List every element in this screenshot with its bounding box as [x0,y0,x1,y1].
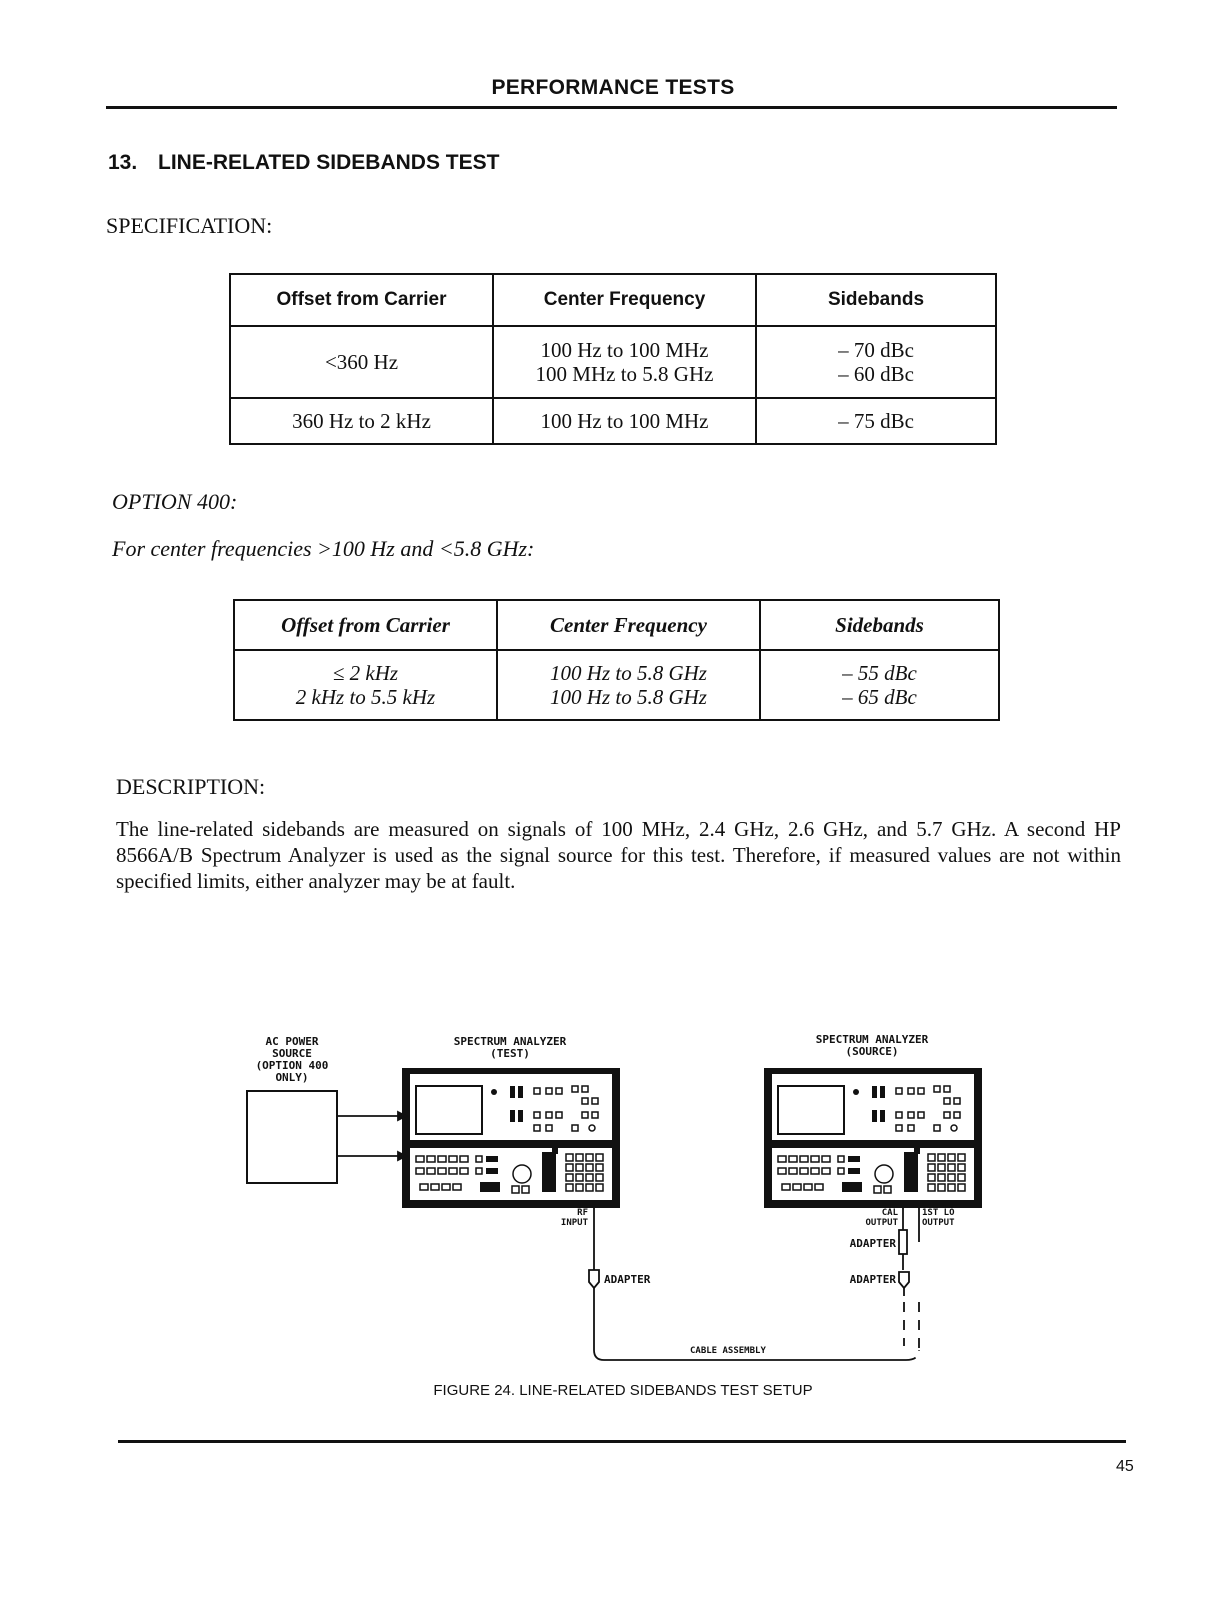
cell-line: ≤ 2 kHz [332,661,399,685]
table-cell [497,650,760,720]
cell-line: – 60 dBc [838,362,914,386]
cell-line: – 65 dBc [842,685,917,709]
cell-line: 100 Hz to 5.8 GHz [550,661,707,685]
description-text: The line-related sidebands are measured on signals of 100 MHz, 2.4 GHz, 2.6 GHz, and 5.7 GHz. A second HP 8566A/B Spectrum Analyzer is used as the signal source for this test. Therefore, if measured values are not within specified limits, either analyzer may be at fault. [116,817,1121,893]
table-cell [493,326,756,398]
table-cell [760,650,999,720]
label-line: 1ST LO [922,1208,955,1218]
cell-line: 100 MHz to 5.8 GHz [535,362,714,386]
analyzer-source-unit [764,1068,982,1208]
lo-output-label [922,1208,968,1228]
cell-line: – 55 dBc [842,661,917,685]
table-cell: 360 Hz to 2 kHz [230,398,493,444]
figure-caption: FIGURE 24. LINE-RELATED SIDEBANDS TEST SETUP [433,1382,813,1399]
label-line: RF [577,1208,588,1218]
label-line: INPUT [560,1218,588,1228]
table-row [230,326,996,398]
description-label: DESCRIPTION: [116,774,266,799]
test-adapter-label: ADAPTER [604,1273,651,1286]
opt-col-offset: Offset from Carrier [234,600,497,650]
table-cell: <360 Hz [230,326,493,398]
cell-line: 100 Hz to 5.8 GHz [550,685,707,709]
option400-note: For center frequencies >100 Hz and <5.8 GHz: [112,536,535,561]
cell-line: – 70 dBc [838,338,914,362]
label-line: SOURCE [272,1047,312,1060]
label-line: ONLY) [275,1071,309,1084]
table-row [234,650,999,720]
table-cell [234,650,497,720]
label-line: AC POWER [265,1035,319,1048]
rf-input-label [548,1208,588,1228]
spec-col-offset: Offset from Carrier [230,274,493,326]
cell-line: 2 kHz to 5.5 kHz [295,685,436,709]
cell-line: 100 Hz to 100 MHz [540,338,709,362]
section-title: LINE-RELATED SIDEBANDS TEST [158,151,500,174]
table-cell: – 75 dBc [756,398,996,444]
label-line: OUTPUT [922,1218,955,1228]
cal-adapter-label: ADAPTER [849,1237,896,1250]
lo-adapter-label: ADAPTER [849,1273,896,1286]
analyzer-test-unit [402,1068,620,1208]
cal-output-label [852,1208,898,1228]
footer-rule [118,1440,1126,1443]
section-number: 13. [108,151,138,174]
specification-label: SPECIFICATION: [106,213,273,238]
header-rule [106,106,1117,109]
option400-table [233,599,1000,721]
option400-label: OPTION 400: [112,489,238,514]
specification-table [229,273,997,445]
table-row [230,398,996,444]
setup-diagram [0,1020,1226,1380]
opt-col-center: Center Frequency [497,600,760,650]
label-line: SPECTRUM ANALYZER [815,1033,929,1046]
spec-col-sidebands: Sidebands [756,274,996,326]
section-heading [108,151,499,175]
table-cell [756,326,996,398]
page-number: 45 [1116,1458,1134,1475]
opt-col-sidebands: Sidebands [760,600,999,650]
label-line: (OPTION 400 [255,1059,329,1072]
label-line: SPECTRUM ANALYZER [453,1035,567,1048]
label-line: CAL [881,1208,898,1218]
label-line: (SOURCE) [845,1045,899,1058]
cable-assembly-label: CABLE ASSEMBLY [690,1346,766,1356]
spec-col-center: Center Frequency [493,274,756,326]
page-header-title: PERFORMANCE TESTS [491,76,735,99]
table-cell: 100 Hz to 100 MHz [493,398,756,444]
label-line: (TEST) [490,1047,530,1060]
figure-24 [0,1020,1226,1380]
label-line: OUTPUT [865,1218,898,1228]
